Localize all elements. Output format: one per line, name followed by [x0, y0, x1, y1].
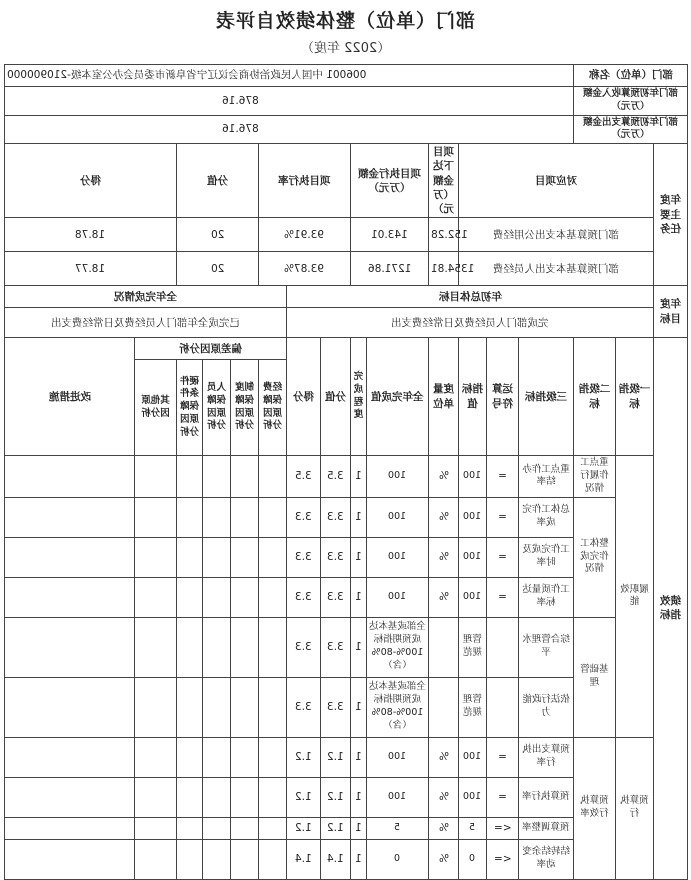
ind-unit: % — [429, 737, 459, 777]
ind-target: 100 — [459, 577, 487, 617]
ind-score: 1.2 — [287, 777, 321, 817]
task-exec-amount: 1271.86 — [351, 252, 429, 286]
dev-hardware-cell — [177, 537, 203, 577]
dev-system-cell — [231, 456, 259, 497]
ind-actual: 5 — [367, 817, 429, 839]
ind-target: 0 — [459, 839, 487, 879]
task-header-budget: 项目下达金额（万元） — [429, 144, 459, 218]
ind-level3: 重点工作办结率 — [519, 456, 574, 497]
ind-level3: 工作质量达标率 — [519, 577, 574, 617]
dev-other-cell — [135, 497, 177, 537]
ind-target: 100 — [459, 777, 487, 817]
expense-row — [5, 115, 688, 144]
dev-system-header: 制度保障原因分析 — [231, 360, 259, 456]
ind-target: 管理规范 — [459, 617, 487, 677]
dev-personnel-cell — [203, 617, 231, 677]
task-project: 部门预算基本支出公用经费 — [459, 218, 654, 252]
ind-target: 100 — [459, 497, 487, 537]
improvement-cell — [5, 817, 135, 839]
dev-personnel-cell — [203, 456, 231, 497]
dev-hardware-cell — [177, 497, 203, 537]
ind-level1-a: 履职效能 — [616, 456, 654, 737]
ind-unit: % — [429, 817, 459, 839]
income-row — [5, 87, 688, 116]
page-title: 部门（单位）整体绩效自评表 — [215, 10, 476, 32]
goal-value-row — [5, 308, 688, 338]
ind-actual: 100 — [367, 497, 429, 537]
ind-score-value: 3.3 — [321, 577, 351, 617]
ind-level3: 预算调整率 — [519, 817, 574, 839]
ind-score: 1.2 — [287, 817, 321, 839]
ind-target: 5 — [459, 817, 487, 839]
dev-funding-cell — [259, 737, 287, 777]
improvement-cell — [5, 497, 135, 537]
ind-score: 3.3 — [287, 677, 321, 737]
dev-other-cell — [135, 577, 177, 617]
dev-funding-header: 经费保障原因分析 — [259, 360, 287, 456]
dept-name-value: 006001 中国人民政治协商会议辽宁省阜新市委员会办公室本级-210900000 — [5, 65, 574, 87]
dev-system-cell — [231, 817, 259, 839]
indicator-row — [5, 617, 688, 677]
dev-system-cell — [231, 839, 259, 879]
ind-completion-header: 完成程度 — [351, 338, 367, 456]
ind-level2-b: 整体工作完成情况 — [574, 497, 616, 617]
ind-score: 1.2 — [287, 737, 321, 777]
ind-completion: 1 — [351, 537, 367, 577]
ind-level1-b: 预算执行 — [616, 737, 654, 879]
improvement-header: 改进措施 — [5, 338, 135, 456]
dev-system-cell — [231, 497, 259, 537]
ind-score-value: 3.3 — [321, 677, 351, 737]
task-header-exec-amount: 项目执行金额（万元） — [351, 144, 429, 218]
improvement-cell — [5, 577, 135, 617]
dev-personnel-cell — [203, 577, 231, 617]
ind-level3-header: 三级指标 — [519, 338, 574, 456]
ind-actual: 100 — [367, 777, 429, 817]
dev-personnel-cell — [203, 817, 231, 839]
ind-level2-header: 二级指标 — [574, 338, 616, 456]
improvement-cell — [5, 839, 135, 879]
annual-goal-value: 完成部门人员经费及日常经费支出 — [287, 308, 654, 338]
deviation-header: 偏差原因分析 — [135, 338, 287, 360]
dev-personnel-cell — [203, 497, 231, 537]
task-header-exec-rate: 项目执行率 — [259, 144, 351, 218]
ind-level3: 工作完成及时率 — [519, 537, 574, 577]
dev-personnel-cell — [203, 537, 231, 577]
ind-level2-d: 预算执行效率 — [574, 737, 616, 879]
ind-operator: = — [487, 737, 519, 777]
ind-operator: = — [487, 456, 519, 497]
dev-hardware-cell — [177, 737, 203, 777]
dev-funding-cell — [259, 677, 287, 737]
ind-unit: % — [429, 777, 459, 817]
improvement-cell — [5, 737, 135, 777]
ind-operator: = — [487, 537, 519, 577]
indicator-row — [5, 456, 688, 497]
completion-header: 全年完成情况 — [5, 286, 287, 308]
ind-operator: <= — [487, 839, 519, 879]
dev-system-cell — [231, 677, 259, 737]
dev-hardware-cell — [177, 777, 203, 817]
dev-personnel-cell — [203, 839, 231, 879]
ind-actual: 100 — [367, 537, 429, 577]
dev-personnel-cell — [203, 737, 231, 777]
ind-target: 100 — [459, 737, 487, 777]
dev-funding-cell — [259, 839, 287, 879]
ind-actual: 100 — [367, 577, 429, 617]
dev-system-cell — [231, 577, 259, 617]
ind-unit: % — [429, 537, 459, 577]
dev-system-cell — [231, 777, 259, 817]
dev-other-cell — [135, 617, 177, 677]
ind-actual-header: 全年完成值 — [367, 338, 429, 456]
task-exec-rate: 93.91% — [259, 218, 351, 252]
ind-completion: 1 — [351, 617, 367, 677]
ind-score-value: 3.3 — [321, 617, 351, 677]
improvement-cell — [5, 456, 135, 497]
ind-unit: % — [429, 456, 459, 497]
ind-target: 100 — [459, 537, 487, 577]
task-header-score-value: 分值 — [177, 144, 259, 218]
ind-level3: 预算支出执行率 — [519, 737, 574, 777]
task-budget: 1354.81 — [429, 252, 459, 286]
improvement-cell — [5, 617, 135, 677]
ind-score-value: 1.2 — [321, 777, 351, 817]
ind-score-value: 1.2 — [321, 737, 351, 777]
ind-score: 3.3 — [287, 577, 321, 617]
expense-value: 876.16 — [5, 115, 574, 144]
ind-actual: 100 — [367, 737, 429, 777]
indicator-row — [5, 737, 688, 777]
improvement-cell — [5, 537, 135, 577]
task-exec-amount: 143.01 — [351, 218, 429, 252]
task-header-row — [5, 144, 688, 218]
ind-score-value-header: 分值 — [321, 338, 351, 456]
dev-hardware-cell — [177, 577, 203, 617]
ind-completion: 1 — [351, 577, 367, 617]
ind-completion: 1 — [351, 777, 367, 817]
dev-funding-cell — [259, 617, 287, 677]
dev-other-cell — [135, 777, 177, 817]
task-header-score: 得分 — [5, 144, 177, 218]
ind-score-header: 得分 — [287, 338, 321, 456]
task-score-value: 20 — [177, 218, 259, 252]
task-project: 部门预算基本支出人员经费 — [459, 252, 654, 286]
ind-actual: 100 — [367, 456, 429, 497]
ind-score: 3.5 — [287, 456, 321, 497]
dept-name-label: 部门（单位）名称 — [574, 65, 688, 87]
ind-unit: % — [429, 839, 459, 879]
ind-unit — [429, 617, 459, 677]
dept-name-row — [5, 65, 688, 87]
ind-level2-c: 基础管理 — [574, 617, 616, 737]
dev-personnel-cell — [203, 677, 231, 737]
completion-value: 已完成全年部门人员经费及日常经费支出 — [5, 308, 287, 338]
task-row — [5, 218, 688, 252]
dev-other-cell — [135, 737, 177, 777]
ind-level3: 综合管理水平 — [519, 617, 574, 677]
annual-goal-header: 年初总体目标 — [287, 286, 654, 308]
ind-score: 3.3 — [287, 537, 321, 577]
ind-unit: % — [429, 577, 459, 617]
ind-actual: 0 — [367, 839, 429, 879]
dev-hardware-cell — [177, 817, 203, 839]
dev-hardware-cell — [177, 456, 203, 497]
ind-operator: = — [487, 777, 519, 817]
task-budget: 152.28 — [429, 218, 459, 252]
dev-personnel-cell — [203, 777, 231, 817]
dev-funding-cell — [259, 577, 287, 617]
task-score-value: 20 — [177, 252, 259, 286]
ind-unit: % — [429, 497, 459, 537]
improvement-cell — [5, 677, 135, 737]
ind-operator — [487, 677, 519, 737]
ind-unit — [429, 677, 459, 737]
ind-score-value: 1.2 — [321, 817, 351, 839]
ind-operator-header: 运算符号 — [487, 338, 519, 456]
dev-hardware-cell — [177, 677, 203, 737]
dev-funding-cell — [259, 537, 287, 577]
annual-goal-label: 年度目标 — [654, 286, 688, 338]
ind-level1-header: 一级指标 — [616, 338, 654, 456]
ind-completion: 1 — [351, 839, 367, 879]
ind-actual: 全部或基本达成预期指标100%-80%（含） — [367, 617, 429, 677]
ind-score-value: 3.3 — [321, 537, 351, 577]
dev-other-cell — [135, 839, 177, 879]
ind-target: 管理规范 — [459, 677, 487, 737]
income-value: 876.16 — [5, 87, 574, 116]
dev-system-cell — [231, 617, 259, 677]
goal-header-row — [5, 286, 688, 308]
ind-score-value: 3.3 — [321, 497, 351, 537]
annual-tasks-label: 年度主要任务 — [654, 144, 688, 286]
ind-operator — [487, 617, 519, 677]
dev-hardware-cell — [177, 839, 203, 879]
ind-completion: 1 — [351, 677, 367, 737]
page-subtitle: （2022 年度） — [300, 41, 391, 56]
ind-level2-a: 重点工作履行情况 — [574, 456, 616, 497]
dev-funding-cell — [259, 456, 287, 497]
ind-score-value: 1.4 — [321, 839, 351, 879]
evaluation-table — [4, 64, 688, 880]
dev-other-cell — [135, 456, 177, 497]
dev-funding-cell — [259, 497, 287, 537]
ind-operator: = — [487, 577, 519, 617]
dev-funding-cell — [259, 817, 287, 839]
dev-system-cell — [231, 537, 259, 577]
ind-unit-header: 度量单位 — [429, 338, 459, 456]
dev-hardware-header: 硬件条件保障原因分析 — [177, 360, 203, 456]
dev-hardware-cell — [177, 617, 203, 677]
ind-target: 100 — [459, 456, 487, 497]
ind-level3: 结转结余变动率 — [519, 839, 574, 879]
task-exec-rate: 93.87% — [259, 252, 351, 286]
dev-other-cell — [135, 817, 177, 839]
ind-level3: 预算执行率 — [519, 777, 574, 817]
ind-completion: 1 — [351, 737, 367, 777]
task-row — [5, 252, 688, 286]
ind-completion: 1 — [351, 817, 367, 839]
ind-completion: 1 — [351, 497, 367, 537]
dev-funding-cell — [259, 777, 287, 817]
dev-system-cell — [231, 737, 259, 777]
dev-other-cell — [135, 537, 177, 577]
ind-completion: 1 — [351, 456, 367, 497]
task-score: 18.78 — [5, 218, 177, 252]
task-header-project: 对应项目 — [459, 144, 654, 218]
ind-score: 3.3 — [287, 497, 321, 537]
ind-operator: = — [487, 497, 519, 537]
improvement-cell — [5, 777, 135, 817]
ind-target-header: 指标值 — [459, 338, 487, 456]
dev-other-header: 其他原因分析 — [135, 360, 177, 456]
ind-level3: 总体工作完成率 — [519, 497, 574, 537]
dev-personnel-header: 人员保障原因分析 — [203, 360, 231, 456]
ind-level3: 依法行政能力 — [519, 677, 574, 737]
ind-operator: <= — [487, 817, 519, 839]
expense-label: 部门年初预算支出金额（万元） — [574, 115, 688, 144]
income-label: 部门年初预算收入金额（万元） — [574, 87, 688, 116]
indicator-row — [5, 497, 688, 537]
task-score: 18.77 — [5, 252, 177, 286]
ind-score-value: 3.5 — [321, 456, 351, 497]
ind-score: 3.3 — [287, 617, 321, 677]
ind-score: 1.4 — [287, 839, 321, 879]
indicator-header-row — [5, 338, 688, 360]
ind-actual: 全部或基本达成预期指标100%-80%（含） — [367, 677, 429, 737]
dev-other-cell — [135, 677, 177, 737]
perf-indicators-label: 绩效指标 — [654, 338, 688, 879]
